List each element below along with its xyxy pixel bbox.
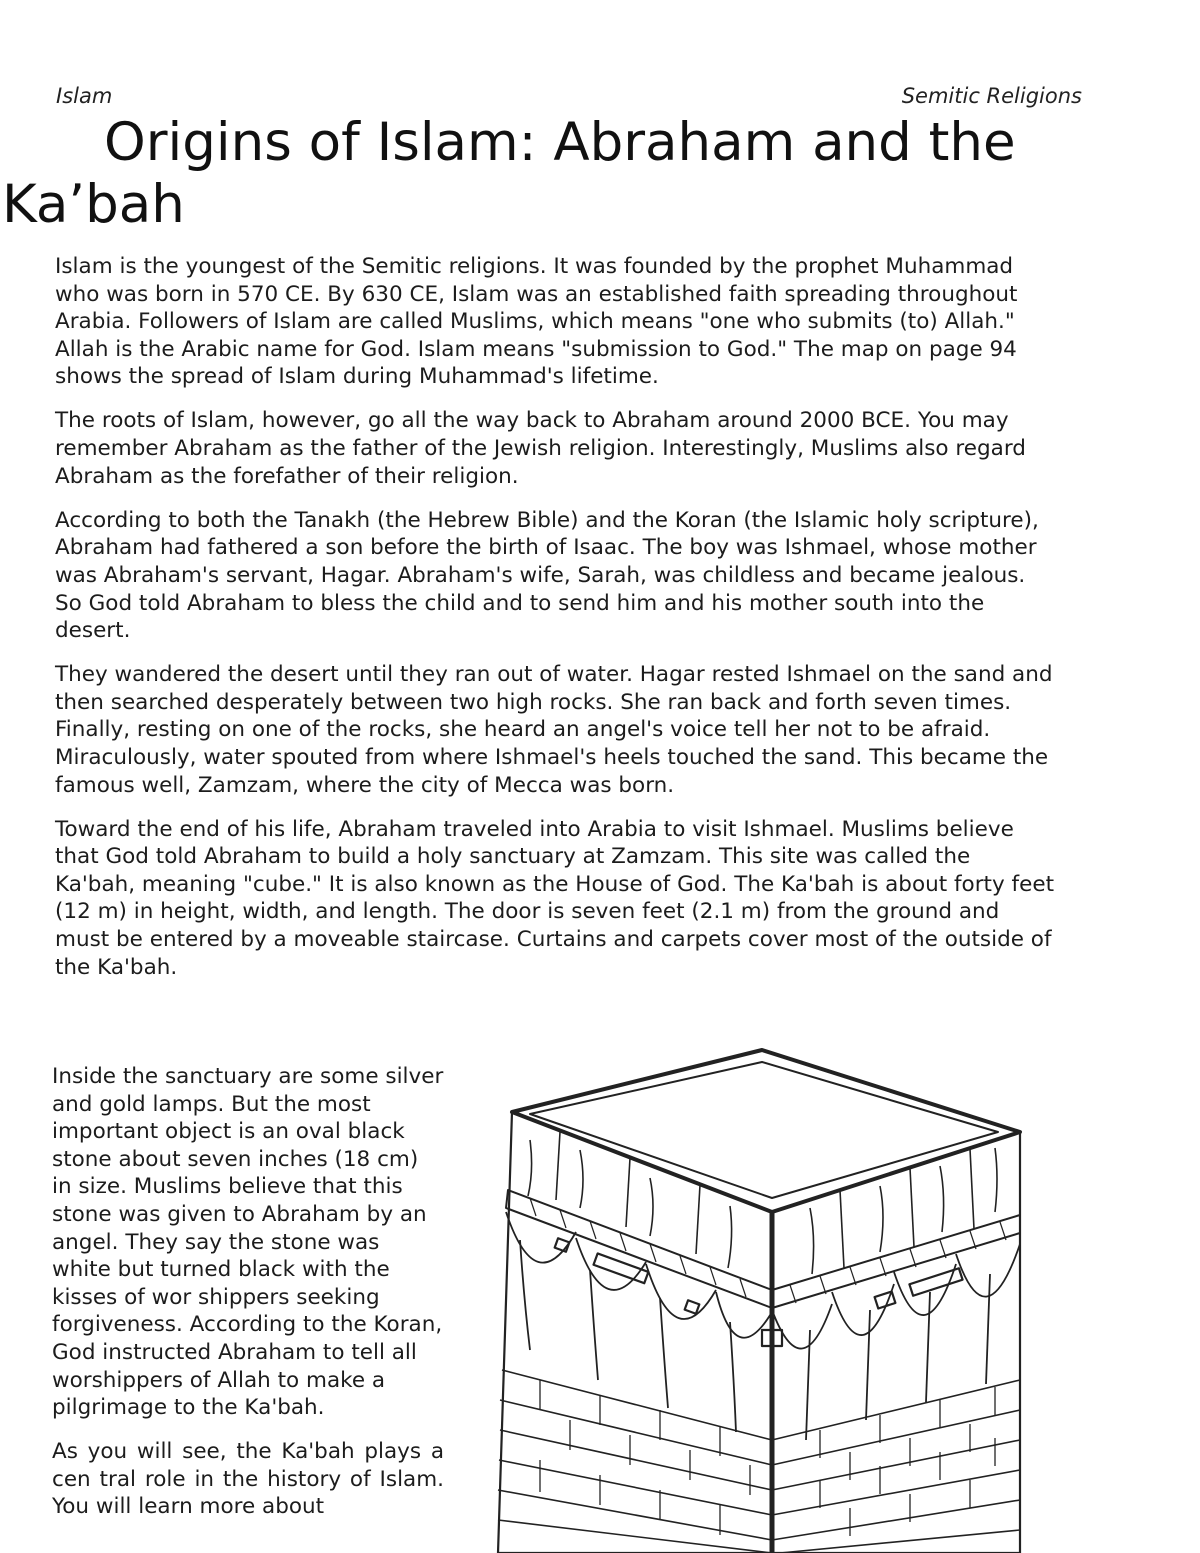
paragraph-1: Islam is the youngest of the Semitic religions. It was founded by the prophet Muhammad who was born in 570 CE. By 630 CE, Islam was an established faith spreading throughout Arabia. Followers of Islam are called Muslims, which means "one who submits (to) Allah." Allah is the Arabic name for God. Islam means "submission to God." The map on page 94 shows the spread of Islam during Muhammad's lifetime. [55,254,1018,390]
paragraph-2: The roots of Islam, however, go all the way back to Abraham around 2000 BCE. You may remember Abraham as the father of the Jewish religion. Interestingly, Muslims also regard Abraham as the forefather of their religion. [55,408,1026,489]
side-paragraph-1: Inside the sanctuary are some silver and gold lamps. But the most important object is an oval black stone about seven inches (18 cm) in size. Muslims believe that this stone was given to Abraham by an angel. They say the stone was white but turned black with the kisses of wor shippers seeking forgiveness. According to the Koran, God instructed Abraham to tell all worshippers of Allah to make a pilgrimage to the Ka'bah. [52,1064,444,1421]
paragraph-5: Toward the end of his life, Abraham traveled into Arabia to visit Ishmael. Muslims believe that God told Abraham to build a holy sanctuary at Zamzam. This site was called the Ka'bah, meaning "cube." It is also known as the House of God. The Ka'bah is about forty feet (12 m) in height, width, and length. The door is seven feet (2.1 m) from the ground and must be entered by a moveable staircase. Curtains and carpets cover most of the outside of the Ka'bah. [55,816,1054,980]
header-subject: Islam [56,84,113,108]
paragraph-4: They wandered the desert until they ran out of water. Hagar rested Ishmael on the sand and then searched desperately between two high rocks. She ran back and forth seven times. Finally, resting on one of the rocks, she heard an angel's voice tell her not to be afraid. Miraculously, water spouted from where Ishmael's heels touched the sand. This became the famous well, Zamzam, where the city of Mecca was born. [55,662,1053,798]
body-text [55,253,1055,998]
side-paragraph-2: As you will see, the Ka'bah plays a cen tral role in the history of Islam. You will learn more about [52,1439,444,1520]
side-column-text [52,1063,444,1538]
page-title-line-1: Origins of Islam: Abraham and the [104,112,1016,173]
page-title [0,112,1100,236]
page-title-line-2: Ka’bah [2,174,185,235]
kabah-drawing-icon [490,1040,1050,1553]
header-unit: Semitic Religions [901,84,1082,108]
paragraph-3: According to both the Tanakh (the Hebrew Bible) and the Koran (the Islamic holy scripture), Abraham had fathered a son before the birth of Isaac. The boy was Ishmael, whose mother was Abraham's servant, Hagar. Abraham's wife, Sarah, was childless and became jealous. So God told Abraham to bless the child and to send him and his mother south into the desert. [55,507,1039,644]
